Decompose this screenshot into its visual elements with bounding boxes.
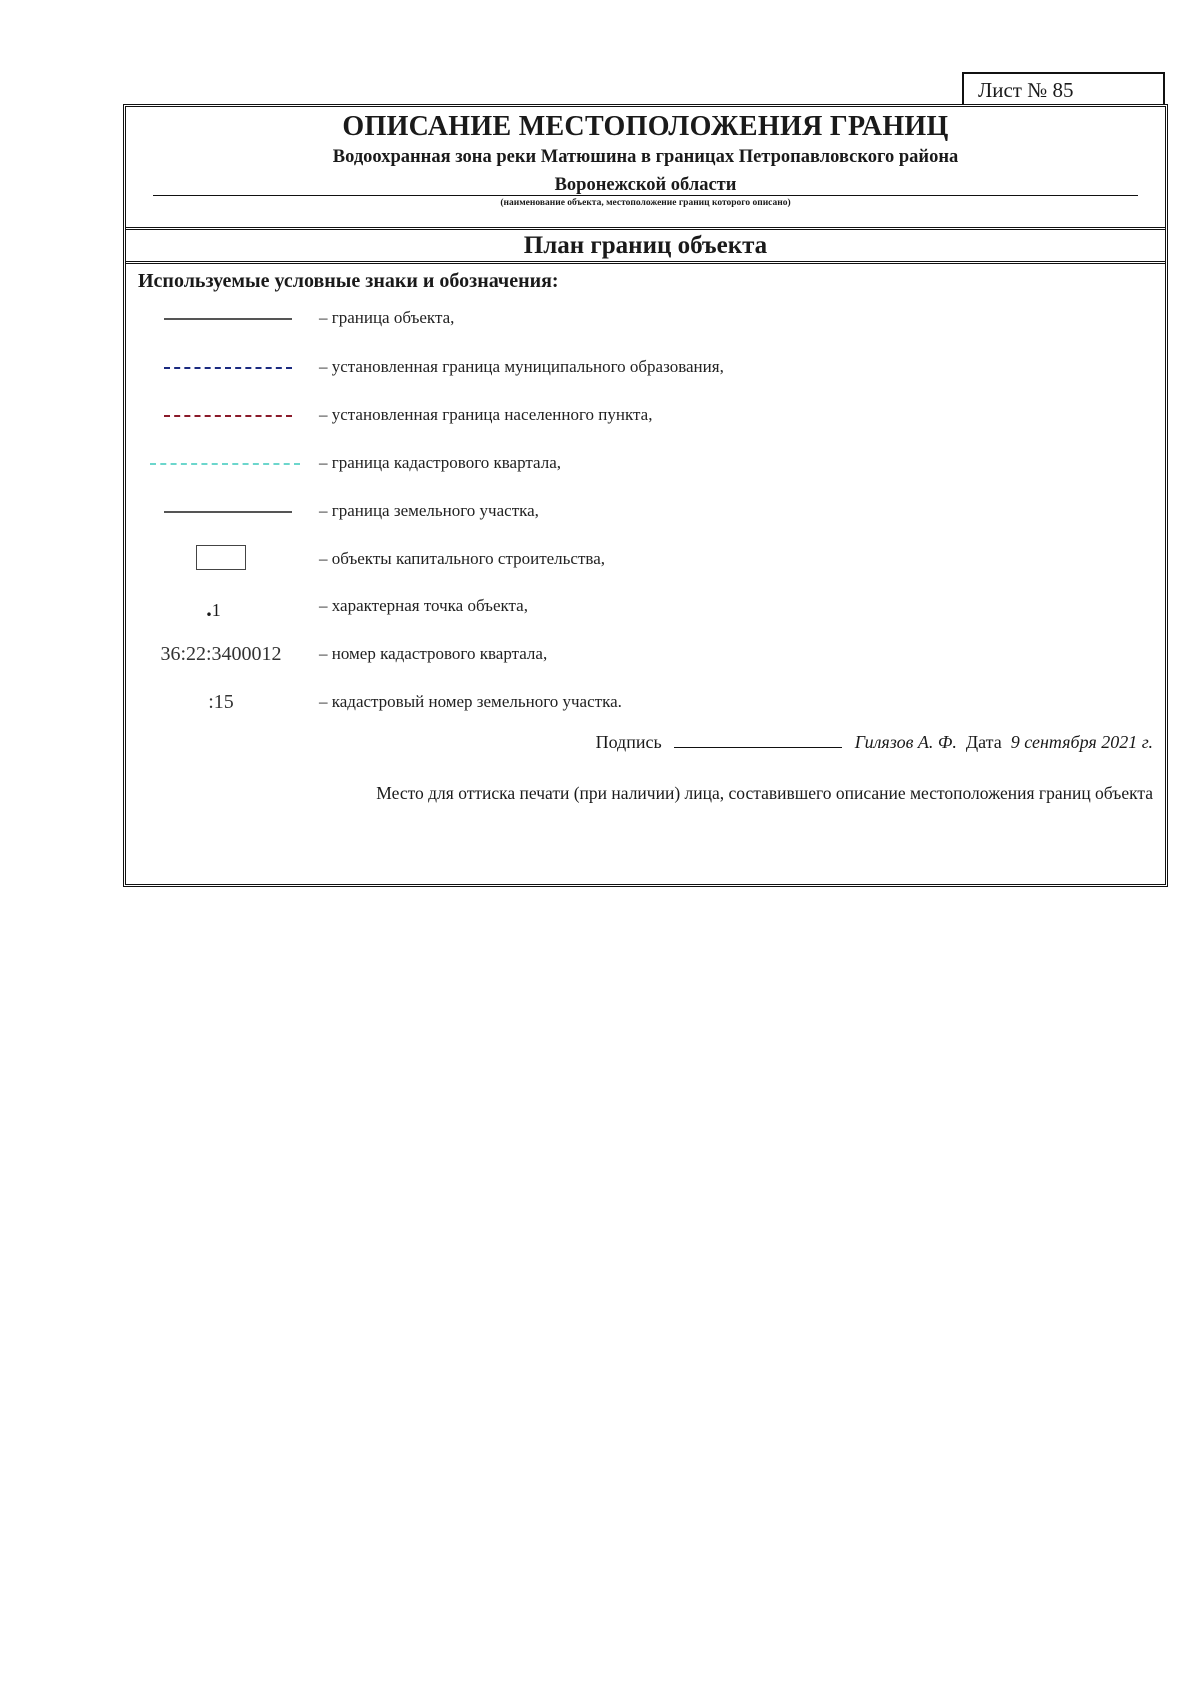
point-number: 1 bbox=[211, 600, 221, 620]
legend-description: – объекты капитального строительства, bbox=[319, 549, 605, 568]
sheet-number: Лист № 85 bbox=[962, 72, 1165, 104]
legend-item-object-boundary bbox=[126, 304, 1126, 334]
document-title: ОПИСАНИЕ МЕСТОПОЛОЖЕНИЯ ГРАНИЦ bbox=[342, 111, 949, 142]
solid-line-icon bbox=[164, 511, 292, 513]
legend-item-municipal-boundary bbox=[126, 353, 1126, 383]
seal-placeholder: Место для оттиска печати (при наличии) лица, составившего описание местоположения границ объекта bbox=[376, 783, 1153, 803]
object-name-caption: (наименование объекта, местоположение границ которого описано) bbox=[500, 198, 791, 208]
date-label: Дата bbox=[965, 732, 1002, 752]
signature-date: 9 сентября 2021 г. bbox=[1010, 732, 1153, 752]
legend-item-plot-number bbox=[126, 688, 1126, 718]
legend-symbol bbox=[136, 401, 291, 431]
point-icon: .1 bbox=[206, 596, 221, 621]
plan-title: План границ объекта bbox=[126, 230, 1165, 264]
legend-description: – установленная граница муниципального образования, bbox=[319, 357, 724, 376]
legend-description: – граница объекта, bbox=[319, 308, 455, 327]
document-header bbox=[126, 107, 1165, 230]
signature-line bbox=[596, 731, 1153, 753]
plot-number-sample: :15 bbox=[208, 691, 234, 713]
legend-symbol bbox=[136, 497, 291, 527]
legend-description: – установленная граница населенного пункта, bbox=[319, 405, 653, 424]
legend-symbol bbox=[136, 640, 291, 670]
signer-name: Гилязов А. Ф. bbox=[854, 732, 957, 752]
legend-symbol bbox=[136, 545, 291, 575]
legend-symbol bbox=[136, 304, 291, 334]
legend-symbol bbox=[136, 449, 291, 479]
legend-symbol bbox=[136, 353, 291, 383]
dashed-line-icon bbox=[164, 415, 292, 417]
legend-item-quarter-number bbox=[126, 640, 1126, 670]
legend-description: – граница земельного участка, bbox=[319, 501, 539, 520]
quarter-number-sample: 36:22:3400012 bbox=[160, 643, 282, 665]
dashed-line-icon bbox=[164, 367, 292, 369]
signature-label: Подпись bbox=[595, 732, 662, 752]
dashed-line-icon bbox=[150, 463, 300, 465]
legend-item-capital-construction bbox=[126, 545, 1126, 575]
legend-description: – граница кадастрового квартала, bbox=[319, 453, 561, 472]
legend-item-characteristic-point bbox=[126, 592, 1126, 622]
legend-symbol bbox=[136, 592, 291, 622]
object-name-underline bbox=[153, 195, 1138, 196]
legend-description: – номер кадастрового квартала, bbox=[319, 644, 548, 663]
legend-item-cadastral-quarter-boundary bbox=[126, 449, 1126, 479]
solid-line-icon bbox=[164, 318, 292, 320]
legend-item-settlement-boundary bbox=[126, 401, 1126, 431]
legend-item-land-plot-boundary bbox=[126, 497, 1126, 527]
legend-description: – кадастровый номер земельного участка. bbox=[319, 692, 622, 711]
signature-blank bbox=[674, 731, 842, 748]
rectangle-icon bbox=[196, 545, 246, 570]
object-name-line-2: Воронежской области bbox=[554, 175, 737, 195]
legend-symbol bbox=[136, 688, 291, 718]
legend-heading: Используемые условные знаки и обозначения: bbox=[138, 270, 559, 292]
document-frame bbox=[123, 104, 1168, 887]
legend-description: – характерная точка объекта, bbox=[319, 596, 528, 615]
object-name-line-1: Водоохранная зона реки Матюшина в границах Петропавловского района bbox=[332, 147, 959, 167]
